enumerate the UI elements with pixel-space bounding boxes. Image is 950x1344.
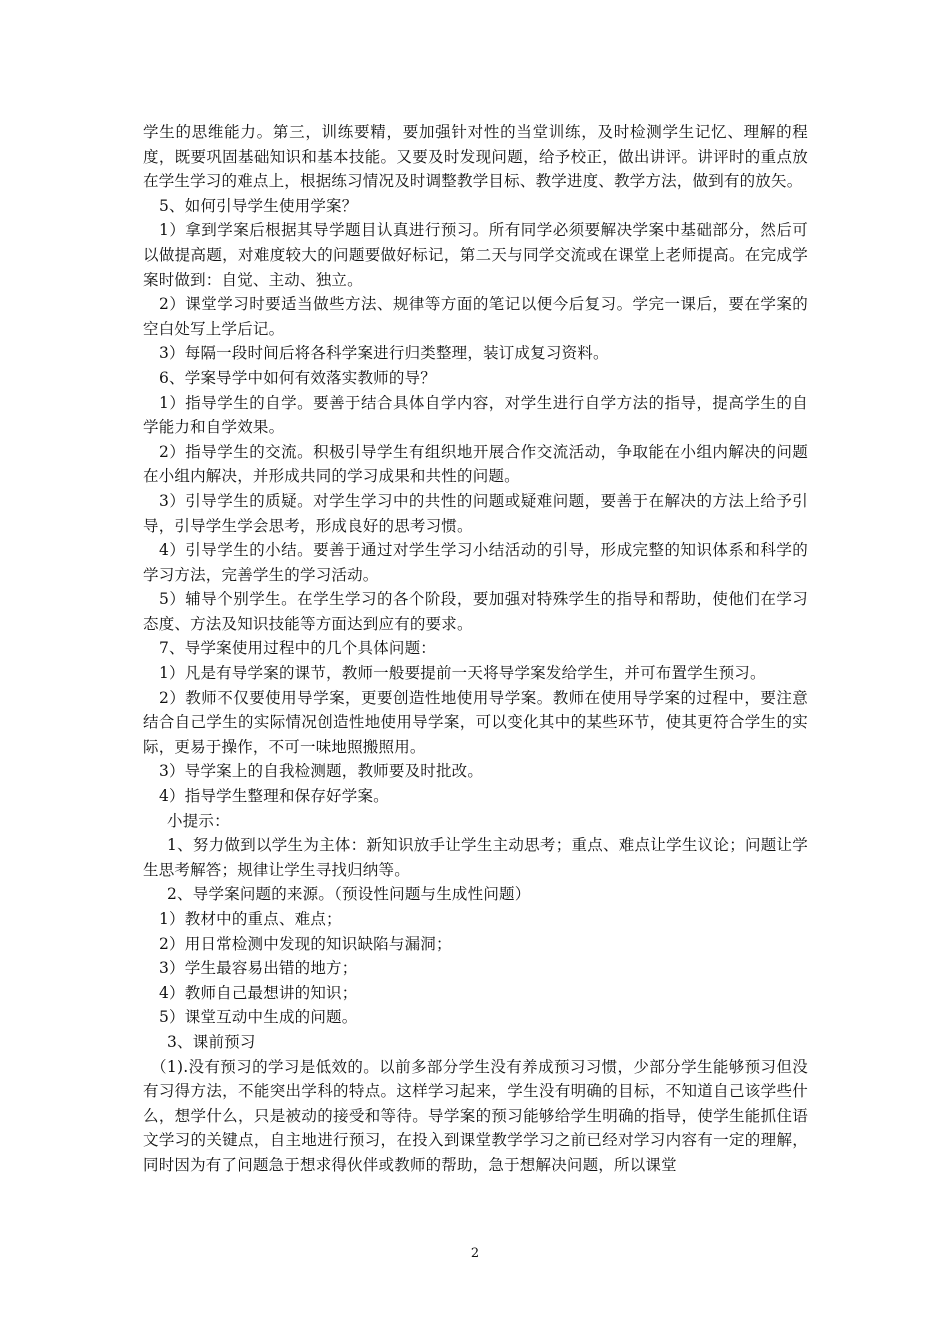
body-text bbox=[143, 120, 808, 1178]
paragraph: 1）凡是有导学案的课节，教师一般要提前一天将导学案发给学生，并可布置学生预习。 bbox=[159, 664, 766, 683]
paragraph: 4）指导学生整理和保存好学案。 bbox=[159, 787, 389, 806]
section-heading-7: 7、导学案使用过程中的几个具体问题： bbox=[159, 639, 436, 658]
paragraph: 3、课前预习 bbox=[167, 1032, 256, 1051]
paragraph: 学生的思维能力。第三，训练要精，要加强针对性的当堂训练，及时检测学生记忆、理解的程度，既要巩固基础知识和基本技能。又要及时发现问题，给予校正，做出讲评。讲评时的重点放在学生学习的难点上，根据练习情况及时调整教学目标、教学进度、教学方法，做到有的放矢。 bbox=[143, 123, 808, 191]
paragraph: 5）辅导个别学生。在学生学习的各个阶段，要加强对特殊学生的指导和帮助，使他们在学习态度、方法及知识技能等方面达到应有的要求。 bbox=[143, 590, 808, 633]
page-number: 2 bbox=[470, 1246, 480, 1261]
list-item: 4）教师自己最想讲的知识； bbox=[159, 983, 358, 1002]
section-heading-5: 5、如何引导学生使用学案？ bbox=[159, 196, 358, 215]
paragraph: 4）引导学生的小结。要善于通过对学生学习小结活动的引导，形成完整的知识体系和科学的学习方法，完善学生的学习活动。 bbox=[143, 541, 808, 584]
paragraph: 1）指导学生的自学。要善于结合具体自学内容，对学生进行自学方法的指导，提高学生的自学能力和自学效果。 bbox=[143, 393, 808, 437]
paragraph: 1、努力做到以学生为主体：新知识放手让学生主动思考；重点、难点让学生议论；问题让学生思考解答；规律让学生寻找归纳等。 bbox=[143, 836, 808, 879]
paragraph: （1).没有预习的学习是低效的。以前多部分学生没有养成预习习惯，少部分学生能够预习但没有习得方法，不能突出学科的特点。这样学习起来，学生没有明确的目标，不知道自己该学些什么，想学什么，只是被动的接受和等待。导学案的预习能够给学生明确的指导，使学生能抓住语文学习的关键点，自主地进行预习，在投入到课堂教学学习之前已经对学习内容有一定的理解，同时因为有了问题急于想求得伙伴或教师的帮助，急于想解决问题，所以课堂 bbox=[143, 1057, 808, 1174]
paragraph: 1）拿到学案后根据其导学题目认真进行预习。所有同学必须要解决学案中基础部分，然后可以做提高题，对难度较大的问题要做好标记，第二天与同学交流或在课堂上老师提高。在完成学案时做到：自觉、主动、独立。 bbox=[143, 221, 808, 289]
tips-heading: 小提示： bbox=[167, 811, 230, 830]
paragraph: 3）导学案上的自我检测题，教师要及时批改。 bbox=[159, 762, 484, 781]
list-item: 3）学生最容易出错的地方； bbox=[159, 959, 358, 978]
paragraph: 2）教师不仅要使用导学案，更要创造性地使用导学案。教师在使用导学案的过程中，要注意结合自己学生的实际情况创造性地使用导学案，可以变化其中的某些环节，使其更符合学生的实际，更易于操作，不可一味地照搬照用。 bbox=[143, 688, 808, 756]
paragraph: 2）指导学生的交流。积极引导学生有组织地开展合作交流活动，争取能在小组内解决的问题在小组内解决，并形成共同的学习成果和共性的问题。 bbox=[143, 442, 808, 486]
paragraph: 2）课堂学习时要适当做些方法、规律等方面的笔记以便今后复习。学完一课后，要在学案的空白处写上学后记。 bbox=[143, 295, 808, 338]
list-item: 2）用日常检测中发现的知识缺陷与漏洞； bbox=[159, 934, 452, 953]
paragraph: 3）引导学生的质疑。对学生学习中的共性的问题或疑难问题，要善于在解决的方法上给予引导，引导学生学会思考，形成良好的思考习惯。 bbox=[143, 491, 808, 535]
paragraph: 2、导学案问题的来源。（预设性问题与生成性问题） bbox=[167, 885, 531, 904]
paragraph: 3）每隔一段时间后将各科学案进行归类整理，装订成复习资料。 bbox=[159, 344, 609, 363]
section-heading-6: 6、学案导学中如何有效落实教师的导？ bbox=[159, 368, 436, 387]
list-item: 1）教材中的重点、难点； bbox=[159, 910, 342, 928]
list-item: 5）课堂互动中生成的问题。 bbox=[159, 1008, 358, 1027]
